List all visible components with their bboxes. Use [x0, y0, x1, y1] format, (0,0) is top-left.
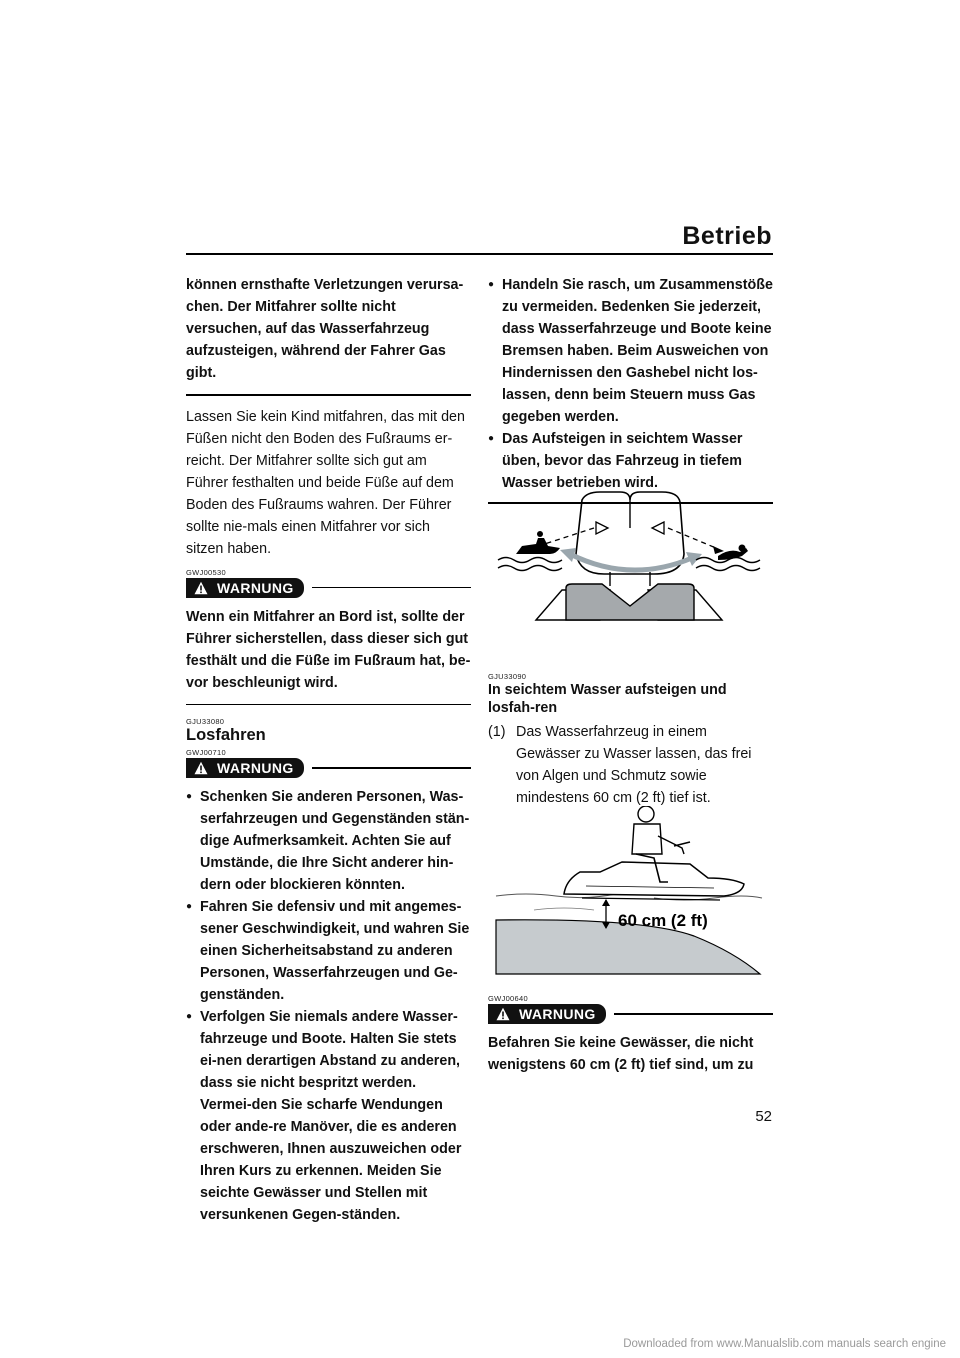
- section-heading-losfahren: Losfahren: [186, 726, 266, 745]
- warning-end-divider: [186, 704, 471, 706]
- title-divider: [186, 253, 773, 255]
- warning-badge: [186, 758, 304, 778]
- warning-text: Wenn ein Mitfahrer an Bord ist, sollte der Führer sicherstellen, dass dieser sich gut festhält und die Füße im Fußraum hat, be-vor beschleunigt wird.: [186, 608, 471, 691]
- footer-text: Downloaded from www.Manualslib.com manuals search engine: [623, 1338, 946, 1350]
- warning-label: WARNUNG: [217, 760, 294, 777]
- warning-bullet-list: [186, 786, 471, 1226]
- footer-watermark: [0, 1338, 960, 1350]
- field-of-view-illustration: [496, 488, 764, 638]
- section-heading-shallow-water: In seichtem Wasser aufsteigen und losfah-ren: [488, 682, 727, 716]
- warning-header: [488, 1003, 773, 1025]
- warning-code: GWJ00710: [186, 748, 226, 758]
- warning-code: GWJ00530: [186, 567, 226, 577]
- depth-illustration: [494, 806, 764, 978]
- warning-badge: [186, 578, 304, 598]
- warning-triangle-icon: [194, 761, 208, 775]
- warning-bullet-list: [488, 274, 773, 494]
- list-item: ● Das Aufsteigen in seichtem Wasser üben, bevor das Fahrzeug in tiefem Wasser betrieben wird.: [488, 428, 773, 494]
- warning-triangle-icon: [194, 581, 208, 595]
- warning-text: Befahren Sie keine Gewässer, die nicht wenigstens 60 cm (2 ft) tief sind, um zu: [488, 1035, 754, 1073]
- warning-rule: [312, 587, 471, 589]
- page-title: Betrieb: [682, 222, 772, 250]
- warning-triangle-icon: [496, 1007, 510, 1021]
- depth-label: 60 cm (2 ft): [618, 911, 708, 930]
- warning-rule: [312, 767, 471, 769]
- right-column-top: [488, 274, 773, 504]
- list-item: ● Schenken Sie anderen Personen, Was-serfahrzeugen und Gegenständen stän-dige Aufmerksamkeit. Achten Sie auf Umstände, die Ihre Sicht anderer hin-dern oder blockieren könnten.: [186, 786, 471, 896]
- warning-rule: [614, 1013, 773, 1015]
- list-item: ● Verfolgen Sie niemals andere Wasser-fahrzeuge und Boote. Halten Sie stets ei-nen derartigen Abstand zu anderen, dass sie nicht bespritzt werden. Vermei-den Sie scharfe Wendungen oder ande-re Manöver, die es anderen erschweren, Ihnen auszuweichen oder Ihren Kurs zu erkennen. Meiden Sie seichte Gewässer und Stellen mit versunkenen Gegen-ständen.: [186, 1006, 471, 1226]
- step-text: Das Wasserfahrzeug in einem Gewässer zu Wasser lassen, das frei von Algen und Schmutz sowie mindestens 60 cm (2 ft) tief ist.: [516, 724, 752, 806]
- step-1: [488, 721, 773, 809]
- warning-end-divider: [186, 394, 471, 396]
- right-column-warning: [488, 994, 773, 1076]
- section-code: GJU33080: [186, 717, 225, 727]
- warning-badge: [488, 1004, 606, 1024]
- intro-warning-text: können ernsthafte Verletzungen verursa-chen. Der Mitfahrer sollte nicht versuchen, auf das Wasserfahrzeug aufzusteigen, während der Fahrer Gas gibt.: [186, 277, 464, 381]
- passenger-paragraph: Lassen Sie kein Kind mitfahren, das mit den Füßen nicht den Boden des Fußraums er-reicht. Der Mitfahrer sollte sich gut am Führer festhalten und beide Füße auf dem Boden des Fußraums wahren. Der Führer sollte nie-mals einen Mitfahrer vor sich sitzen haben.: [186, 408, 465, 557]
- warning-header: [186, 577, 471, 599]
- list-item: ● Handeln Sie rasch, um Zusammenstöße zu vermeiden. Bedenken Sie jederzeit, dass Wasserfahrzeuge und Boote keine Bremsen haben. Beim Ausweichen von Hindernissen den Gashebel nicht los-lassen, denn beim Steuern muss Gas gegeben werden.: [488, 274, 773, 428]
- section-code: GJU33090: [488, 672, 527, 681]
- warning-label: WARNUNG: [217, 579, 294, 596]
- step-number: (1): [488, 724, 506, 740]
- list-item: ● Fahren Sie defensiv und mit angemes-sener Geschwindigkeit, und wahren Sie einen Sicherheitsabstand zu anderen Personen, Wasserfahrzeugen und Ge-genständen.: [186, 896, 471, 1006]
- right-column-bottom: [488, 672, 773, 809]
- left-column: [186, 274, 471, 1226]
- page-number: 52: [755, 1108, 772, 1125]
- warning-code: GWJ00640: [488, 994, 528, 1003]
- warning-header: [186, 757, 471, 779]
- warning-label: WARNUNG: [519, 1006, 596, 1022]
